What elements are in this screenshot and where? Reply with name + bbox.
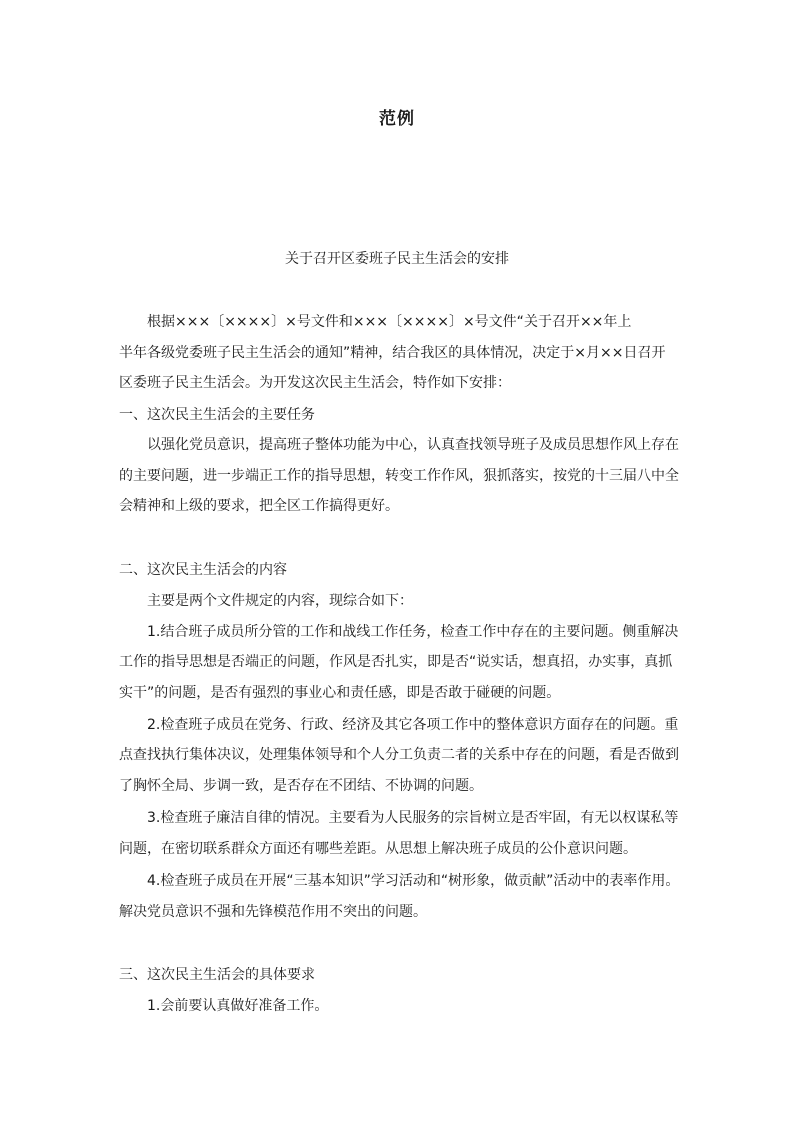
paragraph-line: 会精神和上级的要求，把全区工作搞得更好。 — [119, 498, 399, 514]
paragraph-line: 问题，在密切联系群众方面还有哪些差距。从思想上解决班子成员的公仆意识问题。 — [119, 841, 637, 857]
paragraph-line: 根据×××〔××××〕×号文件和×××〔××××〕×号文件“关于召开××年上 — [147, 314, 632, 330]
paragraph-line: 的主要问题，进一步端正工作的指导思想，转变工作作风，狠抓落实，按党的十三届八中全 — [119, 468, 679, 484]
paragraph-line: 实干”的问题，是否有强烈的事业心和责任感，即是否敢于碰硬的问题。 — [119, 685, 561, 701]
section-heading-2: 二、这次民主生活会的内容 — [119, 562, 287, 578]
list-item-1: 1.结合班子成员所分管的工作和战线工作任务，检查工作中存在的主要问题。侧重解决 — [147, 624, 679, 640]
paragraph-line: 解决党员意识不强和先锋模范作用不突出的问题。 — [119, 904, 427, 920]
document-subtitle: 关于召开区委班子民主生活会的安排 — [285, 251, 509, 267]
paragraph-line: 区委班子民主生活会。为开发这次民主生活会，特作如下安排： — [119, 375, 511, 391]
paragraph-line: 以强化党员意识，提高班子整体功能为中心，认真查找领导班子及成员思想作风上存在 — [147, 437, 679, 453]
paragraph-line: 了胸怀全局、步调一致，是否存在不团结、不协调的问题。 — [119, 778, 483, 794]
list-item-4: 4.检查班子成员在开展“三基本知识”学习活动和“树形象，做贡献”活动中的表率作用。 — [147, 873, 680, 889]
document-title: 范例 — [379, 109, 415, 129]
paragraph-line: 半年各级党委班子民主生活会的通知”精神，结合我区的具体情况，决定于×月××日召开 — [119, 345, 666, 361]
list-item-3: 3.检查班子廉洁自律的情况。主要看为人民服务的宗旨树立是否牢固，有无以权谋私等 — [147, 810, 679, 826]
paragraph-line: 工作的指导思想是否端正的问题，作风是否扎实，即是否“说实话，想真招，办实事，真抓 — [119, 654, 673, 670]
list-item-2: 2.检查班子成员在党务、行政、经济及其它各项工作中的整体意识方面存在的问题。重 — [147, 717, 679, 733]
list-item-1: 1.会前要认真做好准备工作。 — [147, 998, 329, 1014]
section-heading-1: 一、这次民主生活会的主要任务 — [119, 407, 315, 423]
section-heading-3: 三、这次民主生活会的具体要求 — [119, 967, 315, 983]
paragraph-line: 主要是两个文件规定的内容，现综合如下： — [147, 593, 413, 609]
paragraph-line: 点查找执行集体决议，处理集体领导和个人分工负责二者的关系中存在的问题，看是否做到 — [119, 747, 679, 763]
